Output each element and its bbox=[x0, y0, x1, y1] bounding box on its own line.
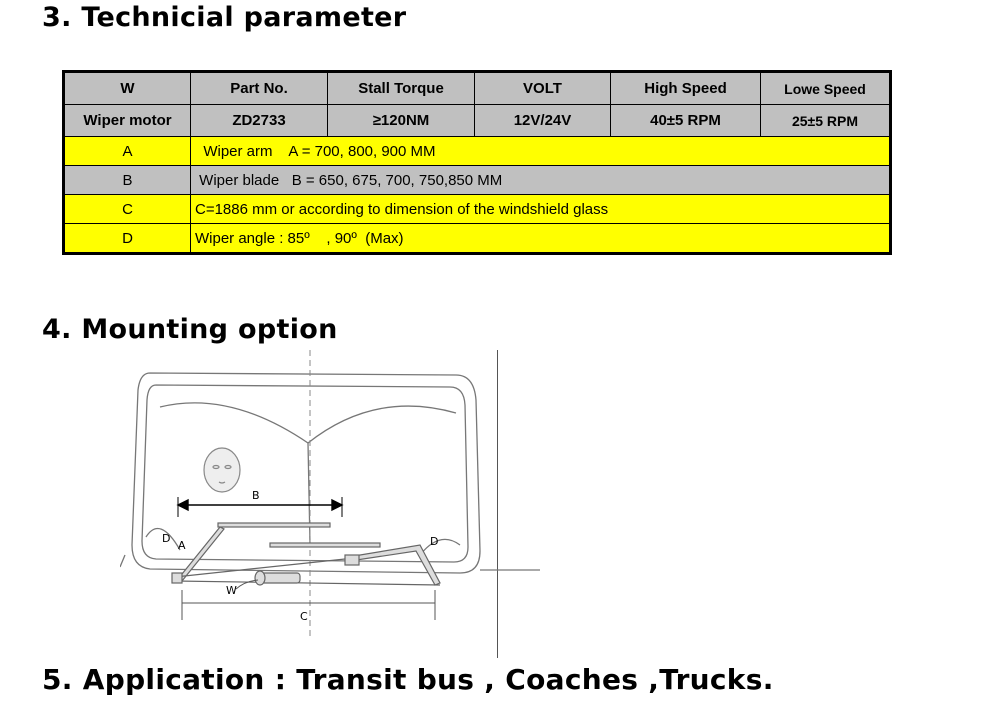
wiper-assembly bbox=[172, 523, 440, 585]
header-high-speed: High Speed bbox=[611, 72, 761, 105]
frame-extension bbox=[120, 555, 540, 570]
dimension-key: D bbox=[64, 224, 191, 254]
section-title-application: 5. Application : Transit bus , Coaches ,Trucks. bbox=[42, 663, 774, 696]
header-lowe-speed: Lowe Speed bbox=[761, 72, 891, 105]
left-wiper-blade bbox=[218, 523, 330, 527]
dimension-b-arrow bbox=[178, 497, 342, 517]
dimension-value: C=1886 mm or according to dimension of the windshield glass bbox=[191, 195, 891, 224]
header-volt: VOLT bbox=[475, 72, 611, 105]
section-title-mounting-option: 4. Mounting option bbox=[42, 314, 338, 345]
cell-stall-torque: ≥120NM bbox=[328, 105, 475, 137]
left-pivot bbox=[172, 573, 182, 583]
label-d-left: D bbox=[162, 532, 171, 545]
header-w: W bbox=[64, 72, 191, 105]
cell-volt: 12V/24V bbox=[475, 105, 611, 137]
right-pivot bbox=[345, 555, 359, 565]
wiper-motor bbox=[260, 573, 300, 583]
cell-low-speed: 25±5 RPM bbox=[761, 105, 891, 137]
label-a: A bbox=[178, 539, 186, 552]
dimension-key: C bbox=[64, 195, 191, 224]
dimension-value: Wiper blade B = 650, 675, 700, 750,850 MM bbox=[191, 166, 891, 195]
technical-parameter-table bbox=[62, 70, 892, 255]
section-title-technical-parameter: 3. Technicial parameter bbox=[42, 2, 407, 33]
dimension-key: B bbox=[64, 166, 191, 195]
header-part-no: Part No. bbox=[191, 72, 328, 105]
right-wiper-blade bbox=[270, 543, 380, 547]
dimension-key: A bbox=[64, 137, 191, 166]
table-row bbox=[64, 105, 891, 137]
table-row-a bbox=[64, 137, 891, 166]
table-row-d bbox=[64, 224, 891, 254]
cell-high-speed: 40±5 RPM bbox=[611, 105, 761, 137]
wiped-area-right bbox=[308, 406, 456, 443]
motor-cap bbox=[255, 571, 265, 585]
windshield-inner-frame bbox=[142, 385, 468, 562]
cell-wiper-motor: Wiper motor bbox=[64, 105, 191, 137]
cell-part-no: ZD2733 bbox=[191, 105, 328, 137]
table-row-b bbox=[64, 166, 891, 195]
motor-pointer bbox=[236, 580, 258, 589]
table-row-c bbox=[64, 195, 891, 224]
linkage-bar-lower bbox=[175, 581, 440, 585]
label-d-right: D bbox=[430, 535, 439, 548]
dimension-value: Wiper arm A = 700, 800, 900 MM bbox=[191, 137, 891, 166]
right-wiper-arm bbox=[348, 545, 440, 585]
dimension-c-line bbox=[182, 590, 435, 620]
table-header-row bbox=[64, 72, 891, 105]
header-stall-torque: Stall Torque bbox=[328, 72, 475, 105]
label-b: B bbox=[252, 489, 260, 502]
wiper-mounting-diagram bbox=[120, 345, 540, 655]
driver-head-icon bbox=[204, 448, 240, 492]
label-c: C bbox=[300, 610, 308, 623]
wiped-area-right-bottom bbox=[420, 539, 460, 555]
dimension-value: Wiper angle : 85º , 90º (Max) bbox=[191, 224, 891, 254]
label-w: W bbox=[226, 584, 237, 597]
